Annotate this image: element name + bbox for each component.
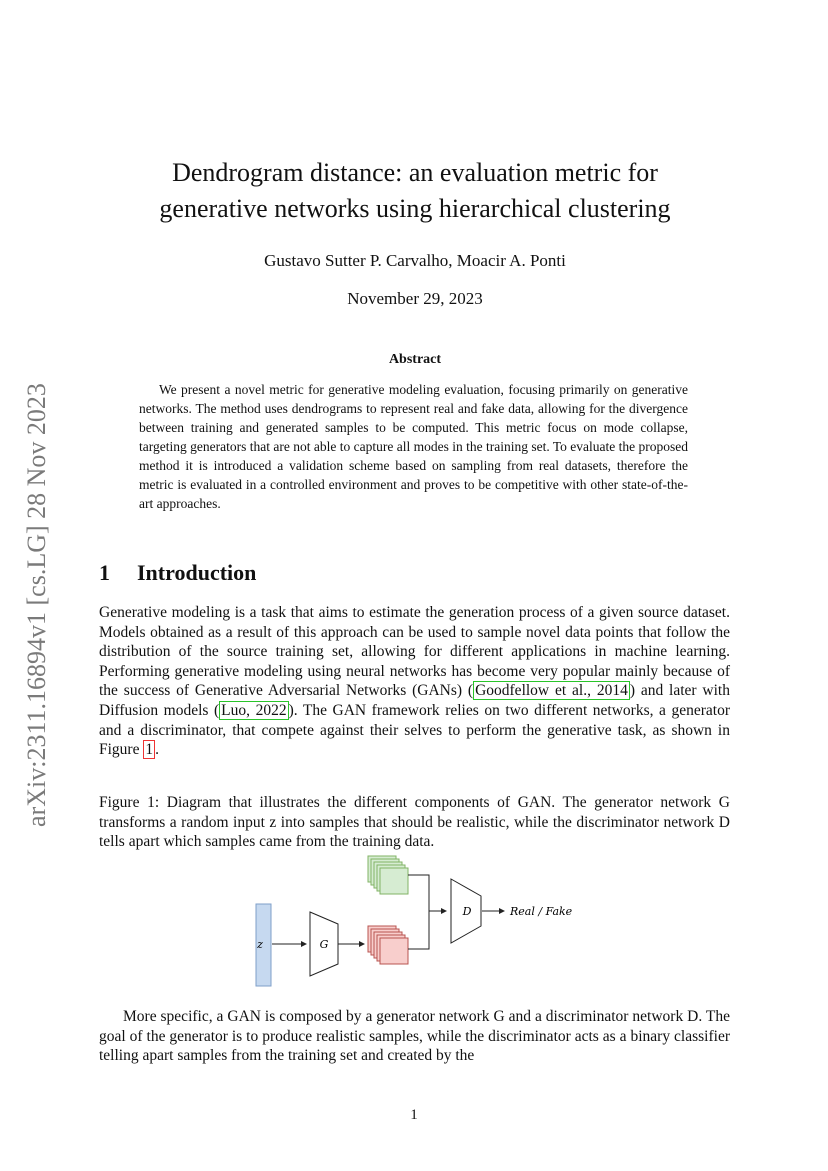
abstract-text: We present a novel metric for generative modeling evaluation, focusing primarily on generative networks. The method uses dendrograms to represent real and fake data, allowing for the divergence between training and generated samples to be computed. This metric focus on mode collapse, targeting generators that are not able to capture all modes in the training set. To evaluate the proposed method it is introduced a validation scheme based on sampling from real datasets, therefore the metric is evaluated in a controlled environment and proves to be competitive with other state-of-the-art approaches. — [139, 382, 688, 511]
intro-paragraph — [99, 603, 730, 760]
citation-goodfellow-author: Goodfellow et al. — [475, 682, 588, 700]
fake-sample-card — [380, 938, 408, 964]
intro-part-2: ) and later with Diffusion models ( — [99, 682, 730, 719]
intro-part-4: . — [155, 741, 159, 759]
date: November 29, 2023 — [347, 289, 483, 308]
z-label: z — [257, 938, 263, 951]
fake-samples-stack — [368, 926, 408, 964]
abstract-heading: Abstract — [388, 352, 442, 367]
discriminator-label: D — [462, 905, 472, 918]
paper-title — [100, 155, 730, 227]
intro-part-3: ). The GAN framework relies on two different networks, a generator and a discriminator, that compete against their selves to perform the generative task, as shown in Figure — [99, 701, 731, 759]
page-number: 1 — [410, 1107, 418, 1123]
citation-goodfellow[interactable]: Goodfellow et al., 2014 — [475, 682, 628, 700]
connector-fake-to-discriminator — [408, 911, 429, 949]
figure-ref-link[interactable]: 1 — [145, 741, 154, 759]
intro-part-1: Generative modeling is a task that aims to estimate the generation process of a given source dataset. Models obtained as a result of this approach can be used to sample novel data points that follow the distribution of the source training set, allowing for different applications in machine learning. Performing generative modeling using neural networks has become very popular mainly because of the success of Generative Adversarial Networks (GANs) ( — [99, 604, 730, 700]
title-line-1: Dendrogram distance: an evaluation metric for — [172, 158, 658, 187]
section-number: 1 — [99, 560, 110, 585]
real-sample-card — [380, 868, 408, 894]
section-heading — [99, 560, 256, 586]
citation-luo-author: Luo — [221, 701, 247, 719]
citation-luo-year: 2022 — [255, 701, 287, 719]
citation-goodfellow-year: 2014 — [596, 682, 628, 700]
generator-label: G — [319, 938, 329, 951]
section-title: Introduction — [137, 560, 257, 585]
connector-real-to-discriminator — [408, 875, 429, 911]
figure-caption: Figure 1: Diagram that illustrates the different components of GAN. The generator network G transforms a random input z into samples that should be realistic, while the discriminator network D tells apart which samples came from the training data. — [99, 794, 730, 851]
title-line-2: generative networks using hierarchical clustering — [159, 194, 671, 223]
real-samples-stack — [368, 856, 408, 894]
citation-luo[interactable]: Luo, 2022 — [221, 701, 287, 719]
gan-paragraph: More specific, a GAN is composed by a generator network G and a discriminator network D. The goal of the generator is to produce realistic samples, while the discriminator acts as a binary classifier telling apart samples from the training set and created by the — [99, 1008, 730, 1065]
gan-diagram — [240, 852, 600, 992]
output-label: Real / Fake — [510, 905, 573, 918]
authors: Gustavo Sutter P. Carvalho, Moacir A. Ponti — [264, 251, 566, 270]
arxiv-stamp: arXiv:2311.16894v1 [cs.LG] 28 Nov 2023 — [22, 383, 51, 827]
